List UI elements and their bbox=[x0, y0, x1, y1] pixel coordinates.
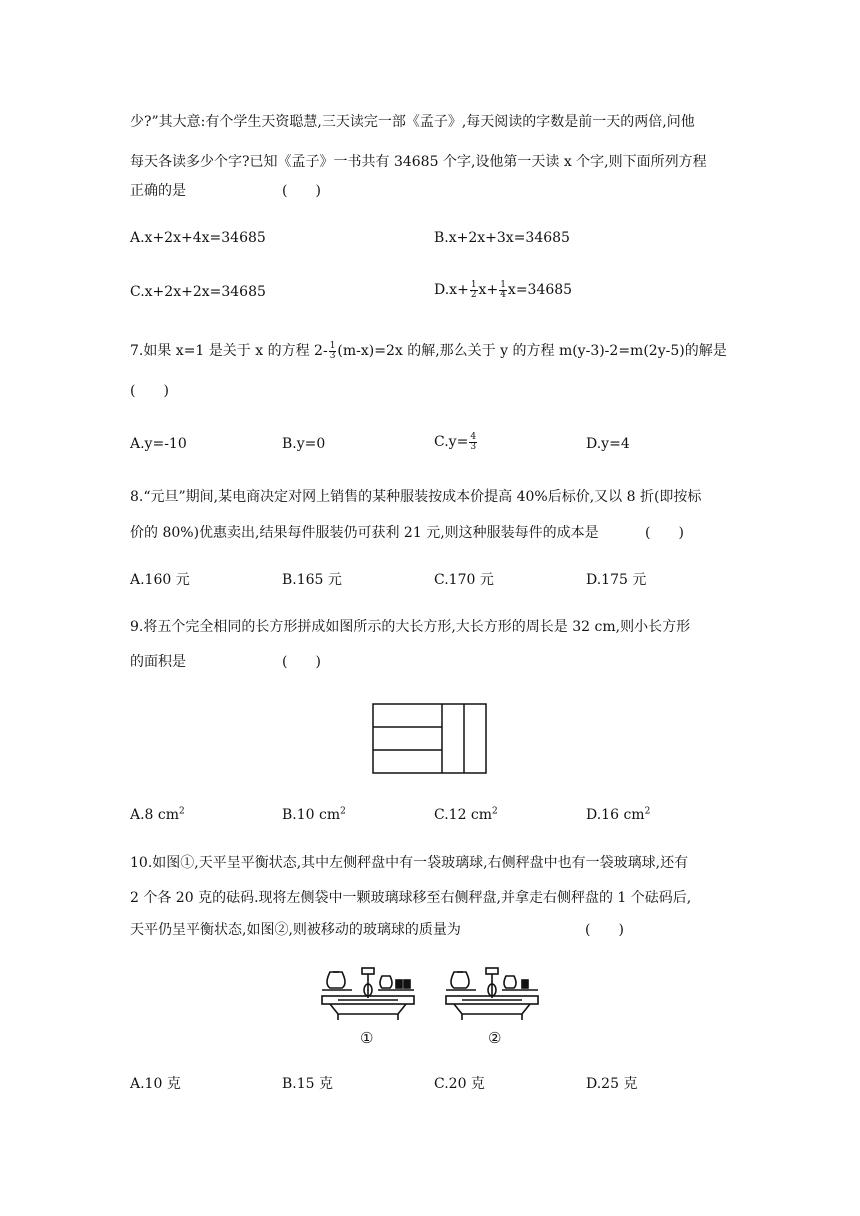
balance-scale-figure-1 bbox=[318, 962, 418, 1028]
q6-option-a: A.x+2x+4x=34685 bbox=[130, 230, 266, 246]
q8-option-a: A.160 元 bbox=[130, 572, 190, 588]
q10-option-d: D.25 克 bbox=[586, 1076, 638, 1092]
q6-text-line3: 正确的是 bbox=[130, 183, 186, 199]
q10-option-a: A.10 克 bbox=[130, 1076, 181, 1092]
q6-option-b: B.x+2x+3x=34685 bbox=[434, 230, 570, 246]
q6-option-c: C.x+2x+2x=34685 bbox=[130, 284, 266, 300]
q8-option-c: C.170 元 bbox=[434, 572, 494, 588]
q9-option-c: C.12 $cm^2$ bbox=[434, 806, 498, 823]
q9-option-b: B.10 $cm^2$ bbox=[282, 806, 346, 823]
q8-option-b: B.165 元 bbox=[282, 572, 342, 588]
q7-option-b: B.y=0 bbox=[282, 436, 326, 452]
q7-text-line1: 7.如果 x=1 是关于 x 的方程 2- $\frac{1}{3}$ (m-x)=2x 的解,那么关于 y 的方程 m(y-3)-2=m(2y-5)的解是 bbox=[130, 340, 727, 361]
q10-text-line2: 2 个各 20 克的砝码.现将左侧袋中一颗玻璃球移至右侧秤盘,并拿走右侧秤盘的 1 个砝码后, bbox=[130, 890, 692, 906]
q6-text-line2: 每天各读多少个字?已知《孟子》一书共有 34685 个字,设他第一天读 x 个字,则下面所列方程 bbox=[130, 154, 707, 170]
figure-2-label: ② bbox=[488, 1029, 502, 1047]
q10-text-line1: 10.如图①,天平呈平衡状态,其中左侧秤盘中有一袋玻璃球,右侧秤盘中也有一袋玻璃球,还有 bbox=[130, 855, 689, 871]
q9-option-d: D.16 $cm^2$ bbox=[586, 806, 651, 823]
q9-text-line2: 的面积是 bbox=[130, 654, 186, 670]
q8-text-line1: 8.“元旦”期间,某电商决定对网上销售的某种服装按成本价提高 40%后标价,又以 8 折(即按标 bbox=[130, 489, 702, 505]
q8-text-line2: 价的 80%)优惠卖出,结果每件服装仍可获利 21 元,则这种服装每件的成本是 bbox=[130, 525, 599, 541]
q6-answer-paren: ( ) bbox=[282, 183, 321, 199]
q8-answer-paren: ( ) bbox=[645, 525, 684, 541]
q6-option-d: D.x+ $\frac{1}{2}$ x+ $\frac{1}{4}$ x=34685 bbox=[434, 279, 573, 300]
q10-option-c: C.20 克 bbox=[434, 1076, 485, 1092]
q7-answer-paren: ( ) bbox=[130, 383, 169, 399]
rectangles-figure bbox=[372, 703, 488, 775]
q7-option-c: C.y= $\frac{4}{3}$ bbox=[434, 431, 477, 452]
q10-text-line3: 天平仍呈平衡状态,如图②,则被移动的玻璃球的质量为 bbox=[130, 922, 461, 938]
figure-1-label: ① bbox=[360, 1029, 374, 1047]
q6-text-line1: 少?”其大意:有个学生天资聪慧,三天读完一部《孟子》,每天阅读的字数是前一天的两倍,问他 bbox=[130, 114, 695, 130]
balance-scale-figure-2 bbox=[442, 962, 542, 1028]
q8-option-d: D.175 元 bbox=[586, 572, 647, 588]
q7-option-d: D.y=4 bbox=[586, 436, 630, 452]
q9-option-a: A.8 $cm^2$ bbox=[130, 806, 185, 823]
q9-text-line1: 9.将五个完全相同的长方形拼成如图所示的大长方形,大长方形的周长是 32 cm,则小长方形 bbox=[130, 619, 691, 635]
q10-answer-paren: ( ) bbox=[585, 922, 624, 938]
q7-option-a: A.y=-10 bbox=[130, 436, 187, 452]
q9-answer-paren: ( ) bbox=[282, 654, 321, 670]
q10-option-b: B.15 克 bbox=[282, 1076, 334, 1092]
